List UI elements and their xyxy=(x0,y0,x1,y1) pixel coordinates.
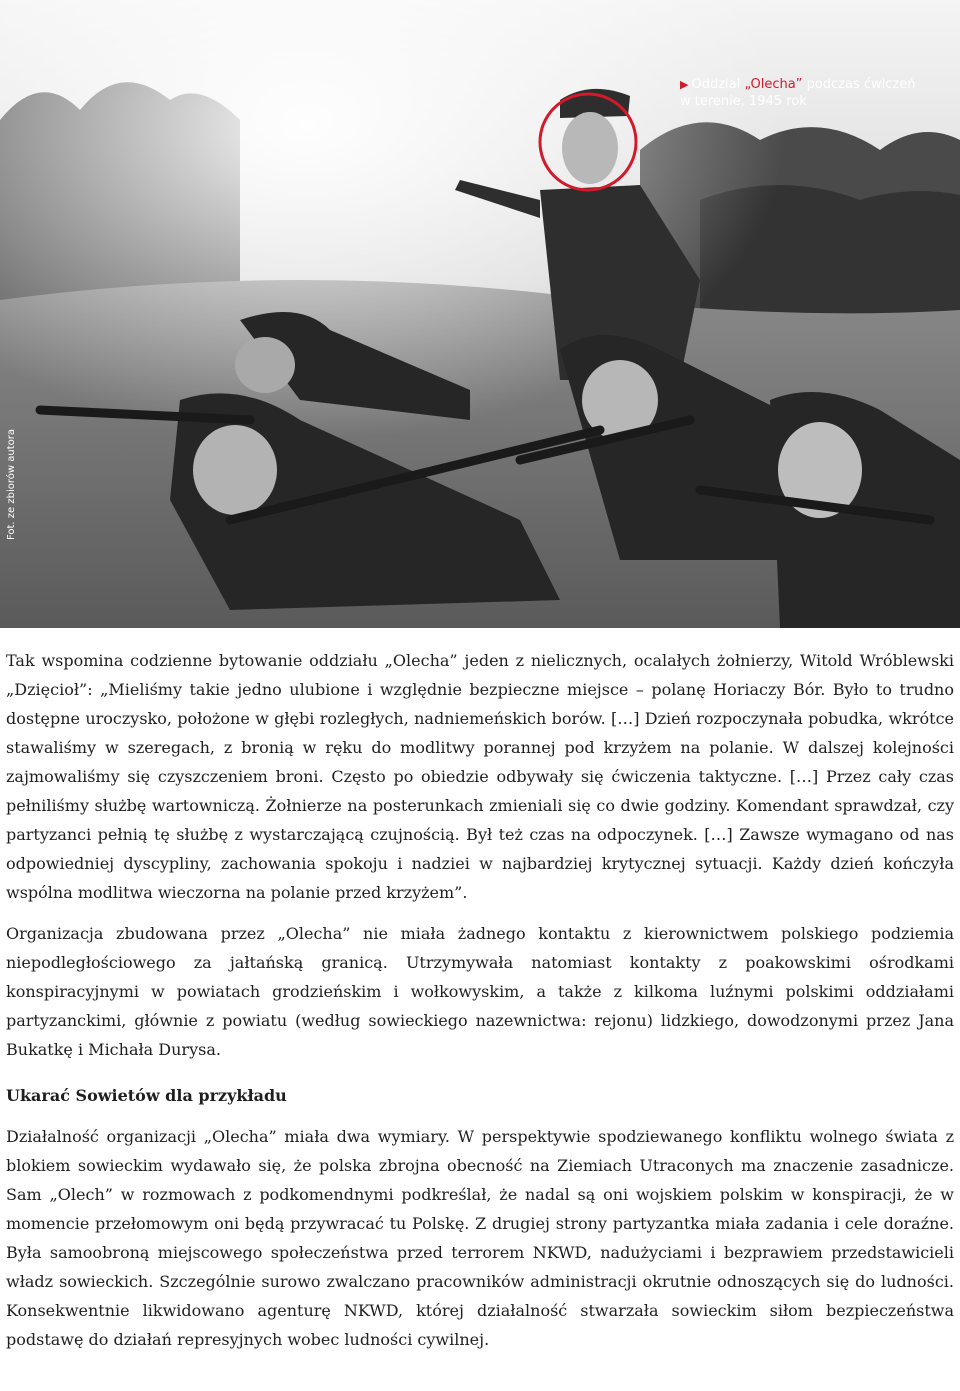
caption-rest: podczas ćwiczeń xyxy=(806,77,916,92)
paragraph-1: Tak wspomina codzienne bytowanie oddziału „Olecha” jeden z nielicznych, ocalałych żołnierzy, Witold Wróblewski „Dzięcioł”: „Mieliśmy takie jedno ulubione i względnie bezpieczne miejsce – polanę Horiaczy Bór. Było to trudno dostępne uroczysko, położone w głębi rozległych, nadniemeńskich borów. […] Dzień rozpoczynała pobudka, wkrótce stawaliśmy w szeregach, z bronią w ręku do modlitwy porannej pod krzyżem na polanie. W dalszej kolejności zajmowaliśmy się czyszczeniem broni. Często po obiedzie odbywały się ćwiczenia taktyczne. […] Przez cały czas pełniliśmy służbę wartowniczą. Żołnierze na posterunkach zmieniali się co dwie godziny. Komendant sprawdzał, czy partyzanci pełnią tę służbę z wystarczającą czujnością. Był też czas na odpoczynek. […] Zawsze wymagano od nas odpowiedniej dyscypliny, zachowania spokoju i nadziei w najbardziej krytycznej sytuacji. Każdy dzień kończyła wspólna modlitwa wieczorna na polanie przed krzyżem”. xyxy=(6,651,954,902)
caption-marker-icon: ▶ xyxy=(680,78,689,91)
caption-line2: w terenie, 1945 rok xyxy=(680,94,807,109)
paragraph-3: Działalność organizacji „Olecha” miała dwa wymiary. W perspektywie spodziewanego konfliktu wolnego świata z blokiem sowieckim wydawało się, że polska zbrojna obecność na Ziemiach Utraconych ma znaczenie zasadnicze. Sam „Olech” w rozmowach z podkomendnymi podkreślał, że nadal są oni wojskiem polskim w konspiracji, że w momencie przełomowym oni będą przywracać tu Polskę. Z drugiej strony partyzantka miała zadania i cele doraźne. Była samoobroną miejscowego społeczeństwa przed terrorem NKWD, nadużyciami i bezprawiem przedstawicieli władz sowieckich. Szczególnie surowo zwalczano pracowników administracji okrutnie odnoszących się do ludności. Konsekwentnie likwidowano agenturę NKWD, której działalność stwarzała sowieckim siłom bezpieczeństwa podstawę do działań represyjnych wobec ludności cywilnej. xyxy=(6,1127,954,1349)
caption-prefix: Oddział xyxy=(691,77,741,92)
photo-credit: Fot. ze zbiorów autora xyxy=(6,429,17,540)
paragraph-2: Organizacja zbudowana przez „Olecha” nie miała żadnego kontaktu z kierownictwem polskiego podziemia niepodległościowego za jałtańską granicą. Utrzymywała natomiast kontakty z poakowskimi ośrodkami konspiracyjnymi w powiatach grodzieńskim i wołkowyskim, a także z kilkoma luźnymi polskimi oddziałami partyzanckimi, głównie z powiatu (według sowieckiego nazewnictwa: rejonu) lidzkiego, dowodzonymi przez Jana Bukatkę i Michała Durysa. xyxy=(6,924,954,1059)
article-photo xyxy=(0,0,960,628)
article-body xyxy=(0,628,960,1354)
photo-caption xyxy=(680,76,915,110)
section-heading: Ukarać Sowietów dla przykładu xyxy=(6,1086,287,1105)
caption-name: „Olecha” xyxy=(744,77,803,92)
